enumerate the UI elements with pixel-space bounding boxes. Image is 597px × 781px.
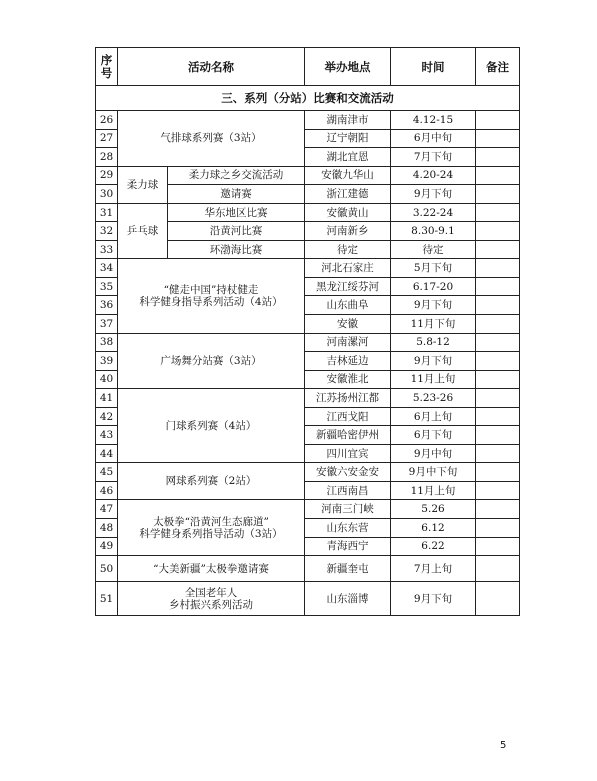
- row-place: 新疆奎屯: [305, 556, 391, 582]
- row-time: 6月上旬: [391, 407, 476, 426]
- row-num: 28: [96, 148, 118, 167]
- row-num: 26: [96, 111, 118, 130]
- row-place: 山东曲阜: [305, 296, 391, 315]
- row-place: 河南漯河: [305, 333, 391, 352]
- row-place: 安徽六安金安: [305, 463, 391, 482]
- row-num: 36: [96, 296, 118, 315]
- row-place: 河南三门峡: [305, 500, 391, 519]
- row-note: [476, 370, 520, 389]
- table-row: [96, 259, 520, 278]
- row-place: 安徽淮北: [305, 370, 391, 389]
- row-time: 3.22-24: [391, 203, 476, 222]
- row-note: [476, 407, 520, 426]
- row-note: [476, 166, 520, 185]
- row-time: 5月下旬: [391, 259, 476, 278]
- activity-line: “健走中国”持杖健走: [163, 283, 259, 296]
- activity-line: 全国老年人: [184, 586, 238, 599]
- row-num: 35: [96, 277, 118, 296]
- row-time: 9月下旬: [391, 296, 476, 315]
- row-place: 河北石家庄: [305, 259, 391, 278]
- row-note: [476, 129, 520, 148]
- row-note: [476, 463, 520, 482]
- table-row: [96, 582, 520, 616]
- row-note: [476, 222, 520, 241]
- row-place: 新疆哈密伊州: [305, 426, 391, 445]
- row-note: [476, 277, 520, 296]
- row-num: 38: [96, 333, 118, 352]
- row-num: 44: [96, 444, 118, 463]
- activity-sub: 环渤海比赛: [168, 240, 305, 259]
- activity-menqiu: 门球系列赛（4站）: [118, 389, 305, 463]
- row-num: 31: [96, 203, 118, 222]
- header-activity-name: 活动名称: [118, 48, 305, 86]
- activity-line: 乡村振兴系列活动: [169, 598, 253, 611]
- header-notes: 备注: [476, 48, 520, 86]
- row-time: 7月上旬: [391, 556, 476, 582]
- row-place: 山东淄博: [305, 582, 391, 616]
- table-row: [96, 556, 520, 582]
- row-place: 江西南昌: [305, 481, 391, 500]
- activity-sub: 沿黄河比赛: [168, 222, 305, 241]
- row-num: 46: [96, 481, 118, 500]
- table-row: [96, 203, 520, 222]
- row-num: 30: [96, 185, 118, 204]
- row-num: 45: [96, 463, 118, 482]
- row-num: 39: [96, 352, 118, 371]
- row-num: 50: [96, 556, 118, 582]
- row-num: 33: [96, 240, 118, 259]
- row-time: 6.22: [391, 537, 476, 556]
- activity-line: 太极拳“沿黄河生态廊道”: [153, 515, 269, 528]
- table-row: [96, 333, 520, 352]
- row-num: 41: [96, 389, 118, 408]
- row-note: [476, 203, 520, 222]
- row-time: 4.20-24: [391, 166, 476, 185]
- row-num: 29: [96, 166, 118, 185]
- table-row: [96, 166, 520, 185]
- row-note: [476, 352, 520, 371]
- activity-laonian: [118, 582, 305, 616]
- activity-guangchangwu: 广场舞分站赛（3站）: [118, 333, 305, 389]
- row-place: 四川宜宾: [305, 444, 391, 463]
- row-time: 11月上旬: [391, 481, 476, 500]
- row-time: 8.30-9.1: [391, 222, 476, 241]
- activity-schedule-table: [95, 47, 520, 616]
- row-time: 11月上旬: [391, 370, 476, 389]
- row-time: 7月下旬: [391, 148, 476, 167]
- activity-taiji: [118, 500, 305, 556]
- row-time: 4.12-15: [391, 111, 476, 130]
- row-place: 青海西宁: [305, 537, 391, 556]
- row-num: 49: [96, 537, 118, 556]
- header-time: 时间: [391, 48, 476, 86]
- row-num: 34: [96, 259, 118, 278]
- row-time: 6月中旬: [391, 129, 476, 148]
- row-place: 安徽九华山: [305, 166, 391, 185]
- row-num: 40: [96, 370, 118, 389]
- row-place: 江西戈阳: [305, 407, 391, 426]
- row-time: 5.26: [391, 500, 476, 519]
- activity-sub: 柔力球之乡交流活动: [168, 166, 305, 185]
- row-note: [476, 444, 520, 463]
- row-place: 黑龙江绥芬河: [305, 277, 391, 296]
- row-num: 43: [96, 426, 118, 445]
- row-note: [476, 259, 520, 278]
- activity-sub: 华东地区比赛: [168, 203, 305, 222]
- row-place: 河南新乡: [305, 222, 391, 241]
- row-place: 湖南津市: [305, 111, 391, 130]
- row-time: 9月中下旬: [391, 463, 476, 482]
- row-num: 27: [96, 129, 118, 148]
- activity-damei: “大美新疆”太极拳邀请赛: [118, 556, 305, 582]
- row-note: [476, 426, 520, 445]
- row-note: [476, 111, 520, 130]
- row-place: 辽宁朝阳: [305, 129, 391, 148]
- row-note: [476, 389, 520, 408]
- row-time: 5.23-26: [391, 389, 476, 408]
- row-time: 6月下旬: [391, 426, 476, 445]
- row-num: 42: [96, 407, 118, 426]
- row-place: 安徽黄山: [305, 203, 391, 222]
- row-note: [476, 185, 520, 204]
- row-place: 待定: [305, 240, 391, 259]
- row-note: [476, 296, 520, 315]
- row-num: 47: [96, 500, 118, 519]
- row-note: [476, 315, 520, 334]
- table-row: [96, 111, 520, 130]
- row-time: 待定: [391, 240, 476, 259]
- row-time: 9月下旬: [391, 582, 476, 616]
- activity-rouliqiu: 柔力球: [118, 166, 168, 203]
- row-time: 9月下旬: [391, 352, 476, 371]
- table-row: [96, 463, 520, 482]
- header-num: 序号: [96, 48, 118, 86]
- row-place: 吉林延边: [305, 352, 391, 371]
- row-time: 11月下旬: [391, 315, 476, 334]
- section-row: [96, 86, 520, 111]
- row-note: [476, 148, 520, 167]
- page-number: 5: [500, 740, 507, 751]
- row-note: [476, 500, 520, 519]
- activity-jianzou: [118, 259, 305, 333]
- activity-wangqiu: 网球系列赛（2站）: [118, 463, 305, 500]
- row-note: [476, 556, 520, 582]
- row-num: 32: [96, 222, 118, 241]
- table-header-row: [96, 48, 520, 86]
- activity-line: 科学健身指导系列活动（4站）: [139, 295, 283, 308]
- row-place: 江苏扬州江都: [305, 389, 391, 408]
- activity-line: 科学健身系列指导活动（3站）: [139, 527, 283, 540]
- section-title: 三、系列（分站）比赛和交流活动: [96, 86, 520, 111]
- row-note: [476, 537, 520, 556]
- row-time: 9月中旬: [391, 444, 476, 463]
- row-num: 51: [96, 582, 118, 616]
- row-place: 安徽: [305, 315, 391, 334]
- row-time: 6.12: [391, 519, 476, 538]
- row-place: 浙江建德: [305, 185, 391, 204]
- row-place: 湖北宜恩: [305, 148, 391, 167]
- header-location: 举办地点: [305, 48, 391, 86]
- activity-pingpang: 乒乓球: [118, 203, 168, 259]
- activity-qipaiqiu: 气排球系列赛（3站）: [118, 111, 305, 167]
- row-time: 5.8-12: [391, 333, 476, 352]
- row-num: 37: [96, 315, 118, 334]
- table-row: [96, 389, 520, 408]
- row-time: 6.17-20: [391, 277, 476, 296]
- row-note: [476, 519, 520, 538]
- row-time: 9月下旬: [391, 185, 476, 204]
- table-row: [96, 500, 520, 519]
- activity-sub: 邀请赛: [168, 185, 305, 204]
- row-num: 48: [96, 519, 118, 538]
- row-place: 山东东营: [305, 519, 391, 538]
- row-note: [476, 333, 520, 352]
- row-note: [476, 582, 520, 616]
- row-note: [476, 240, 520, 259]
- row-note: [476, 481, 520, 500]
